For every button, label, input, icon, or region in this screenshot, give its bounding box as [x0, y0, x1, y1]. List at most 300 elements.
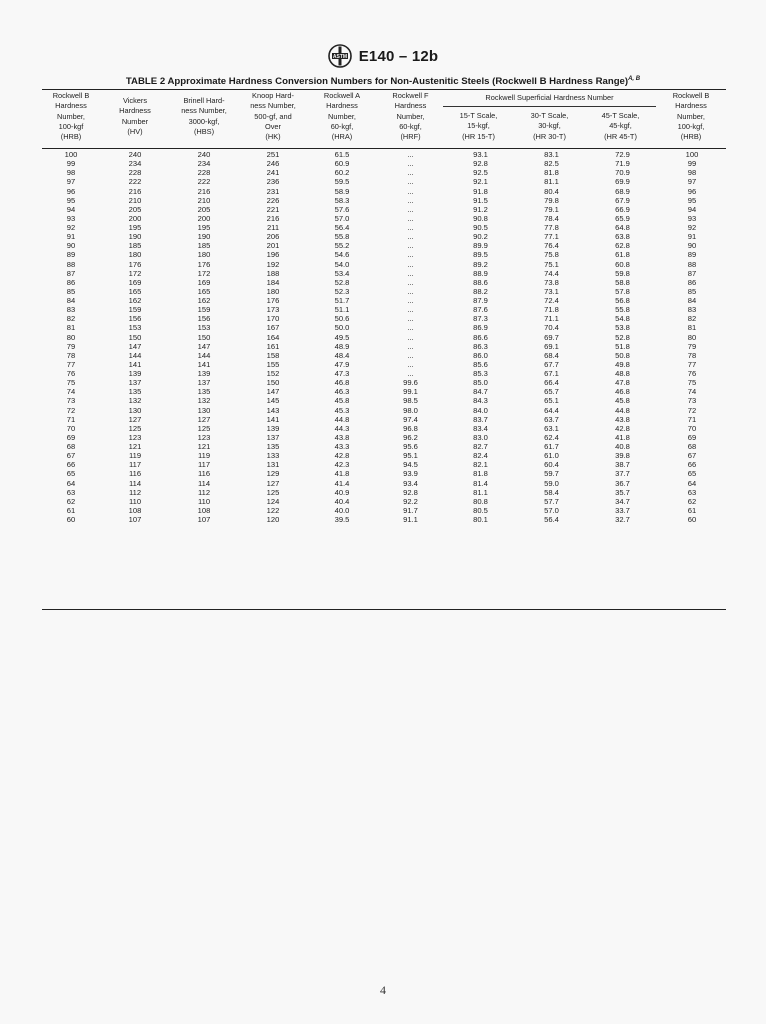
table-cell: 79.8 — [544, 195, 559, 205]
table-cell: 41.8 — [334, 469, 350, 479]
table-cell: 88.2 — [473, 286, 488, 296]
column-header-line: Vickers — [122, 96, 148, 105]
table-cell: 153 — [128, 323, 142, 333]
table-cell: 240 — [197, 150, 211, 159]
table-cell: 158 — [266, 350, 280, 360]
column-header-line: Number, — [677, 111, 705, 121]
table-cell: 246 — [266, 159, 280, 169]
table-cell: 200 — [197, 213, 211, 223]
table-cell: 72 — [687, 405, 697, 415]
table-cell: 89.9 — [473, 241, 488, 251]
table-cell: 78 — [687, 350, 697, 360]
column-header-line: Hardness — [675, 101, 707, 111]
table-cell: 73 — [687, 396, 697, 406]
astm-logo-icon — [328, 44, 352, 68]
table-cell: 43.3 — [334, 442, 350, 451]
table-cell: 37.7 — [615, 469, 630, 479]
table-cell: 97 — [687, 177, 697, 187]
document-designation: E140 – 12b — [358, 47, 439, 65]
table-cell: 62.8 — [615, 241, 630, 251]
table-cell: 137 — [128, 378, 142, 388]
table-cell: 60.2 — [334, 168, 350, 178]
table-cell: 165 — [128, 286, 142, 296]
table-cell: ... — [407, 232, 414, 242]
table-cell: 107 — [128, 515, 142, 524]
table-row — [42, 260, 726, 269]
table-cell: 69 — [66, 432, 76, 442]
table-cell: 85.3 — [473, 369, 488, 378]
table-cell: 66 — [687, 460, 697, 470]
table-cell: 47.8 — [615, 378, 630, 388]
table-row — [42, 387, 726, 396]
table-cell: 95.6 — [403, 442, 418, 451]
table-cell: 84.0 — [473, 405, 488, 415]
table-row — [42, 497, 726, 506]
table-cell: 216 — [266, 213, 280, 223]
table-cell: 46.8 — [615, 387, 630, 397]
table-cell: 49.5 — [334, 332, 350, 342]
table-cell: 57.7 — [544, 496, 559, 506]
table-title-text: TABLE 2 Approximate Hardness Conversion Numbers for Non-Austenitic Steels (Rockwell B Hardness Range) — [125, 76, 629, 88]
table-cell: 70.4 — [544, 323, 559, 333]
table-cell: 52.8 — [334, 277, 350, 287]
table-cell: 47.9 — [334, 359, 350, 369]
table-cell: 139 — [128, 369, 142, 378]
column-header — [376, 91, 445, 142]
table-cell: 40.4 — [334, 496, 350, 506]
column-header-line: (HV) — [127, 126, 143, 136]
table-row — [42, 406, 726, 415]
table-cell: 141 — [197, 359, 211, 369]
table-row — [42, 196, 726, 205]
table-cell: 130 — [128, 405, 142, 415]
table-cell: 36.7 — [615, 478, 630, 488]
table-cell: 99.1 — [403, 387, 418, 397]
table-cell: 114 — [197, 478, 211, 488]
table-cell: 94 — [687, 204, 697, 214]
table-cell: 91.7 — [403, 505, 418, 515]
table-cell: 45.3 — [334, 405, 350, 415]
table-cell: 43.8 — [334, 432, 350, 442]
table-cell: 71.8 — [544, 305, 559, 315]
column-header-line: ness Number, — [250, 101, 296, 111]
table-cell: 192 — [266, 259, 280, 269]
table-cell: 65 — [687, 469, 697, 479]
table-cell: 125 — [266, 487, 280, 497]
table-cell: 59.5 — [334, 177, 350, 187]
table-cell: 87.9 — [473, 296, 488, 305]
table-cell: 99 — [687, 159, 697, 169]
table-cell: 46.8 — [334, 378, 350, 388]
table-cell: 169 — [197, 277, 211, 287]
table-cell: 59.7 — [544, 469, 559, 479]
table-bottom-rule — [42, 609, 726, 610]
table-cell: 150 — [197, 332, 211, 342]
hardness-table — [42, 150, 726, 524]
table-cell: 69.1 — [544, 341, 559, 351]
table-cell: 66.4 — [544, 378, 559, 388]
table-cell: 69 — [687, 432, 697, 442]
table-row — [42, 305, 726, 314]
column-header — [443, 111, 514, 142]
table-row — [42, 351, 726, 360]
table-cell: 117 — [128, 460, 142, 470]
table-cell: 141 — [266, 414, 280, 424]
column-header-line: 30-T Scale, — [530, 111, 569, 120]
column-header-line: (HRB) — [60, 132, 82, 142]
table-cell: 228 — [197, 168, 211, 178]
table-cell: 60.8 — [615, 259, 630, 269]
table-cell: 76 — [687, 369, 697, 378]
table-cell: 95.1 — [403, 451, 418, 461]
table-cell: 89 — [687, 250, 697, 260]
table-cell: 67.1 — [544, 369, 559, 378]
table-cell: ... — [407, 323, 414, 333]
table-cell: 81.8 — [473, 469, 488, 479]
table-row — [42, 515, 726, 524]
table-cell: 73 — [66, 396, 76, 406]
table-cell: 42.8 — [334, 451, 350, 461]
table-cell: 34.7 — [615, 496, 630, 506]
table-cell: 70 — [687, 423, 697, 433]
table-cell: ... — [407, 204, 414, 214]
table-row — [42, 296, 726, 305]
table-cell: 132 — [197, 396, 211, 406]
table-cell: 86.6 — [473, 332, 488, 342]
table-cell: 240 — [128, 150, 142, 159]
table-cell: 144 — [128, 350, 142, 360]
table-cell: 159 — [197, 305, 211, 315]
table-row — [42, 479, 726, 488]
table-cell: 91 — [66, 232, 76, 242]
table-cell: 77 — [66, 359, 76, 369]
header-bottom-rule — [42, 148, 726, 149]
table-row — [42, 369, 726, 378]
table-cell: 116 — [128, 469, 142, 479]
table-cell: 40.8 — [615, 442, 630, 451]
column-header-line: Hardness — [119, 106, 151, 116]
table-cell: 176 — [197, 259, 211, 269]
table-cell: 210 — [197, 195, 211, 205]
table-cell: 129 — [266, 469, 280, 479]
table-cell: ... — [407, 195, 414, 205]
table-cell: 89 — [66, 250, 76, 260]
table-title-notes: A, B — [628, 76, 641, 82]
table-cell: ... — [407, 341, 414, 351]
table-cell: 86 — [66, 277, 76, 287]
table-cell: 222 — [197, 177, 211, 187]
table-cell: 89.2 — [473, 259, 488, 269]
table-row — [42, 451, 726, 460]
table-cell: 62 — [66, 496, 76, 506]
table-cell: 48.8 — [615, 369, 630, 378]
table-cell: ... — [407, 177, 414, 187]
superficial-hardness-header: Rockwell Superficial Hardness Number — [485, 93, 614, 102]
table-cell: 180 — [266, 286, 280, 296]
table-cell: 53.4 — [334, 268, 350, 278]
table-cell: 51.1 — [334, 305, 350, 315]
table-row — [42, 378, 726, 387]
table-cell: 94.5 — [403, 460, 418, 470]
column-header-line: Rockwell B — [672, 91, 710, 100]
table-cell: 98.0 — [403, 405, 418, 415]
table-cell: 63.8 — [615, 232, 630, 242]
table-cell: 81.4 — [473, 478, 488, 488]
table-cell: 201 — [266, 241, 280, 251]
table-cell: ... — [407, 186, 414, 196]
table-cell: 50.0 — [334, 323, 350, 333]
table-cell: 94 — [66, 204, 76, 214]
table-cell: 81.1 — [544, 177, 559, 187]
table-cell: 96 — [687, 186, 697, 196]
table-cell: 159 — [128, 305, 142, 315]
table-cell: 86.3 — [473, 341, 488, 351]
table-cell: 38.7 — [615, 460, 630, 470]
table-cell: 50.6 — [334, 314, 350, 324]
table-row — [42, 506, 726, 515]
table-cell: 87.6 — [473, 305, 488, 315]
table-cell: 57.0 — [544, 505, 559, 515]
table-cell: 61.5 — [334, 150, 350, 159]
table-cell: 184 — [266, 277, 280, 287]
table-cell: 195 — [128, 223, 142, 232]
table-cell: 90 — [66, 241, 76, 251]
table-cell: 35.7 — [615, 487, 630, 497]
column-header-line: 15-kgf, — [467, 121, 490, 131]
table-cell: 139 — [197, 369, 211, 378]
table-cell: 55.8 — [615, 305, 630, 315]
table-cell: 77.8 — [544, 223, 559, 232]
table-cell: 73.8 — [544, 277, 559, 287]
table-cell: 82 — [66, 314, 76, 324]
table-cell: 108 — [128, 505, 142, 515]
column-header-line: (HR 30-T) — [533, 131, 566, 141]
table-row — [42, 415, 726, 424]
table-row — [42, 460, 726, 469]
table-cell: 52.3 — [334, 286, 350, 296]
table-cell: 185 — [128, 241, 142, 251]
table-cell: 153 — [197, 323, 211, 333]
table-cell: 98 — [687, 168, 697, 178]
table-cell: 139 — [266, 423, 280, 433]
table-cell: 108 — [197, 505, 211, 515]
column-header-line: 60-kgf, — [399, 121, 422, 131]
table-cell: 110 — [197, 496, 211, 506]
table-cell: 110 — [128, 496, 142, 506]
table-row — [42, 250, 726, 259]
table-cell: 127 — [197, 414, 211, 424]
table-cell: 48.9 — [334, 341, 350, 351]
table-cell: 135 — [197, 387, 211, 397]
table-cell: 92.8 — [473, 159, 488, 169]
table-cell: 63 — [687, 487, 697, 497]
table-cell: 93.9 — [403, 469, 418, 479]
column-header-line: (HR 15-T) — [462, 131, 495, 141]
table-cell: 84 — [66, 296, 76, 305]
table-row — [42, 241, 726, 250]
table-cell: 67 — [687, 451, 697, 461]
column-header-line: Number, — [328, 111, 356, 121]
table-cell: 76 — [66, 369, 76, 378]
table-cell: 173 — [266, 305, 280, 315]
table-row — [42, 232, 726, 241]
table-cell: 83.4 — [473, 423, 488, 433]
table-row — [42, 150, 726, 159]
table-cell: 39.8 — [615, 451, 630, 461]
table-cell: 121 — [128, 442, 142, 451]
table-cell: 79.1 — [544, 204, 559, 214]
table-cell: ... — [407, 314, 414, 324]
table-cell: 46.3 — [334, 387, 350, 397]
table-cell: 85.0 — [473, 378, 488, 388]
table-cell: ... — [407, 359, 414, 369]
table-cell: 99.6 — [403, 378, 418, 388]
table-cell: 75 — [687, 378, 697, 388]
table-cell: 63.1 — [544, 423, 559, 433]
column-header-line: 100-kgf, — [677, 121, 705, 131]
table-cell: 61.0 — [544, 451, 559, 461]
table-cell: 150 — [128, 332, 142, 342]
table-row — [42, 223, 726, 232]
table-cell: 65.7 — [544, 387, 559, 397]
page-number: 4 — [380, 983, 386, 997]
table-cell: 77 — [687, 359, 697, 369]
table-cell: 251 — [266, 150, 280, 159]
table-cell: 200 — [128, 213, 142, 223]
table-cell: 48.4 — [334, 350, 350, 360]
table-cell: 85 — [66, 286, 76, 296]
table-cell: 221 — [266, 204, 280, 214]
table-cell: 81.8 — [544, 168, 559, 178]
table-cell: 121 — [197, 442, 211, 451]
column-header-line: Brinell Hard- — [183, 96, 225, 105]
table-cell: 125 — [128, 423, 142, 433]
table-cell: 196 — [266, 250, 280, 260]
table-cell: 91.2 — [473, 204, 488, 214]
table-cell: 87.3 — [473, 314, 488, 324]
column-header-line: (HR 45-T) — [604, 131, 637, 141]
table-cell: 180 — [197, 250, 211, 260]
table-cell: 45.8 — [334, 396, 350, 406]
column-header-line: Number, — [57, 111, 85, 121]
table-cell: 211 — [266, 223, 280, 232]
table-cell: 97 — [66, 177, 76, 187]
table-cell: 137 — [266, 432, 280, 442]
column-header — [170, 96, 238, 137]
table-cell: 82.4 — [473, 451, 488, 461]
table-row — [42, 159, 726, 168]
column-header-line: 3000-kgf, — [188, 116, 220, 126]
table-cell: 64 — [687, 478, 697, 488]
table-cell: 91 — [687, 232, 697, 242]
table-cell: 100 — [64, 150, 78, 159]
table-cell: 64 — [66, 478, 76, 488]
table-cell: 91.1 — [403, 515, 418, 524]
table-cell: ... — [407, 259, 414, 269]
table-cell: 92 — [66, 223, 76, 232]
table-cell: 58.9 — [334, 186, 350, 196]
table-cell: ... — [407, 369, 414, 378]
table-cell: 145 — [266, 396, 280, 406]
column-header-line: 60-kgf, — [330, 121, 354, 131]
table-cell: 44.3 — [334, 423, 350, 433]
table-cell: ... — [407, 277, 414, 287]
table-cell: 231 — [266, 186, 280, 196]
table-cell: 222 — [128, 177, 142, 187]
table-row — [42, 278, 726, 287]
table-cell: 93 — [687, 213, 697, 223]
table-cell: 190 — [128, 232, 142, 242]
table-cell: 162 — [197, 296, 211, 305]
table-cell: 112 — [128, 487, 142, 497]
table-cell: 152 — [266, 369, 280, 378]
table-cell: 51.7 — [334, 296, 350, 305]
column-header-line: Hardness — [326, 101, 358, 111]
column-header-line: 15-T Scale, — [459, 111, 498, 120]
table-cell: 92.8 — [403, 487, 418, 497]
table-cell: 73.1 — [544, 286, 559, 296]
table-cell: 72 — [66, 405, 76, 415]
table-cell: 130 — [197, 405, 211, 415]
table-cell: 190 — [197, 232, 211, 242]
table-cell: 59.0 — [544, 478, 559, 488]
table-cell: 60 — [687, 515, 697, 524]
table-cell: 58.4 — [544, 487, 559, 497]
table-cell: 172 — [197, 268, 211, 278]
table-row — [42, 323, 726, 332]
table-cell: 77.1 — [544, 232, 559, 242]
table-cell: 61 — [687, 505, 697, 515]
table-cell: 66.9 — [615, 204, 630, 214]
table-cell: 59.8 — [615, 268, 630, 278]
table-cell: 195 — [197, 223, 211, 232]
table-cell: 165 — [197, 286, 211, 296]
column-header-line: Number, — [396, 111, 425, 121]
table-cell: 65 — [66, 469, 76, 479]
column-header — [585, 111, 656, 142]
table-cell: 91.5 — [473, 195, 488, 205]
table-cell: 66 — [66, 460, 76, 470]
table-cell: 49.8 — [615, 359, 630, 369]
table-cell: 141 — [128, 359, 142, 369]
table-cell: ... — [407, 159, 414, 169]
table-cell: ... — [407, 241, 414, 251]
table-cell: 56.4 — [544, 515, 559, 524]
superficial-header-rule — [443, 106, 656, 107]
table-cell: 69.9 — [615, 177, 630, 187]
table-cell: 96 — [66, 186, 76, 196]
table-cell: 112 — [197, 487, 211, 497]
column-header-line: 500-gf, and — [254, 111, 292, 121]
table-cell: 64.4 — [544, 405, 559, 415]
column-header-line: Knoop Hard- — [252, 91, 294, 100]
table-cell: 92.1 — [473, 177, 488, 187]
table-cell: 123 — [197, 432, 211, 442]
column-header — [42, 91, 100, 142]
table-cell: ... — [407, 250, 414, 260]
table-cell: 78 — [66, 350, 76, 360]
table-cell: 57.6 — [334, 204, 350, 214]
table-cell: 54.0 — [334, 259, 350, 269]
table-cell: 79 — [687, 341, 697, 351]
table-cell: 61 — [66, 505, 76, 515]
table-row — [42, 433, 726, 442]
table-cell: 81.1 — [473, 487, 488, 497]
table-cell: 162 — [128, 296, 142, 305]
table-cell: 107 — [197, 515, 211, 524]
table-cell: 172 — [128, 268, 142, 278]
table-cell: ... — [407, 296, 414, 305]
